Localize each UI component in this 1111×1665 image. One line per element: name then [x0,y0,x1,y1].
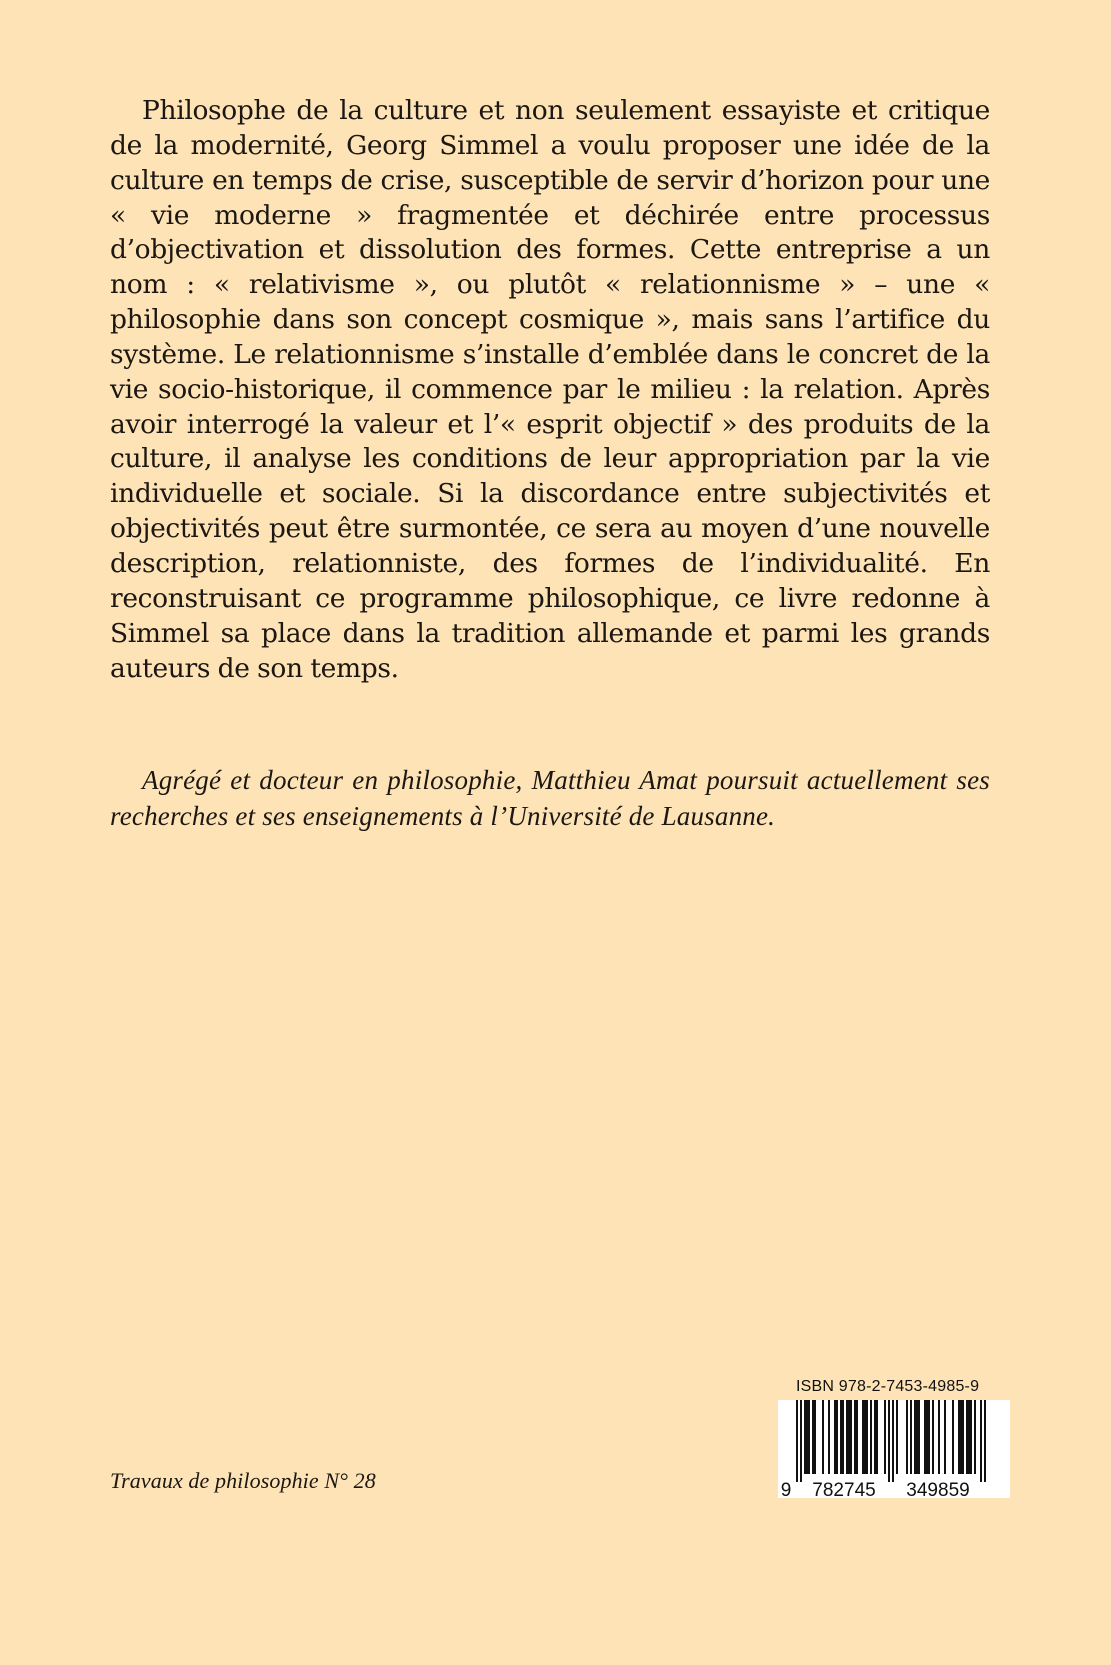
barcode-bar [928,1400,930,1474]
barcode-bar [814,1400,816,1474]
barcode-bar [974,1400,976,1474]
barcode-bar [822,1400,824,1474]
barcode-bar [938,1400,940,1474]
barcode-bar [856,1400,858,1474]
barcode-bar [944,1400,946,1474]
barcode-bar [968,1400,970,1474]
barcode-bar [926,1400,928,1474]
barcode-bar [916,1400,918,1474]
barcode-bar [876,1400,878,1474]
barcode-bar [888,1400,890,1482]
barcode-bar [804,1400,806,1474]
barcode-bar [884,1400,886,1474]
barcode-bar [866,1400,868,1474]
barcode-bar [870,1400,872,1474]
barcode-bar [842,1400,844,1474]
barcode-bar [958,1400,960,1474]
barcode-bar [874,1400,876,1474]
barcode-bar [800,1400,802,1482]
barcode-bar [984,1400,986,1482]
barcode-bar [966,1400,968,1474]
barcode-bar [952,1400,954,1474]
barcode-bar [906,1400,908,1474]
barcode-bar [932,1400,934,1474]
barcode-bar [924,1400,926,1474]
barcode-bar [970,1400,972,1474]
barcode-bar [806,1400,808,1474]
barcode-image [778,1400,1010,1498]
barcode-bar [828,1400,830,1474]
barcode-bar [840,1400,842,1474]
barcode-bar [846,1400,848,1474]
barcode-bar [834,1400,836,1474]
isbn-label: ISBN 978-2-7453-4985-9 [796,1378,980,1395]
barcode-bar [854,1400,856,1474]
author-bio: Agrégé et docteur en philosophie, Matthieu Amat poursuit actuellement ses recherches et ses enseignements à l’Université de Lausanne. [110,765,990,831]
barcode-bar [812,1400,814,1474]
barcode-bar [962,1400,964,1474]
barcode-bar [892,1400,894,1482]
barcode-bar [808,1400,810,1474]
barcode-bar [910,1400,912,1474]
barcode-bar [864,1400,866,1474]
barcode-bar [980,1400,982,1482]
barcode-digits: 349859 [906,1480,970,1498]
barcode-bar [848,1400,850,1474]
barcode-digits: 9 [780,1480,792,1498]
barcode-bar [896,1400,898,1474]
barcode-bar [914,1400,916,1474]
back-cover-description: Philosophe de la culture et non seulement essayiste et critique de la modernité, Georg Simmel a voulu proposer une idée de la culture en temps de crise, susceptible de servir d’horizon pour une « vie moderne » fragmentée et déchirée entre processus d’objectivation et dissolution des formes. Cette entreprise a un nom : « relativisme », ou plutôt « relationnisme » – une « philosophie dans son concept cosmique », mais sans l’artifice du système. Le relationnisme s’installe d’emblée dans le concret de la vie socio-historique, il commence par le milieu : la relation. Après avoir interrogé la valeur et l’« esprit objectif » des produits de la culture, il analyse les conditions de leur appropriation par la vie individuelle et sociale. Si la discordance entre subjectivités et objectivités peut être surmontée, ce sera au moyen d’une nouvelle description, relationniste, des formes de l’individualité. En reconstruisant ce programme philosophique, ce livre redonne à Simmel sa place dans la tradition allemande et parmi les grands auteurs de son temps. [110,95,990,684]
barcode-bar [836,1400,838,1474]
barcode-bar [918,1400,920,1474]
barcode-bar [796,1400,798,1482]
barcode-bar [960,1400,962,1474]
barcode-bar [850,1400,852,1474]
barcode-digits: 782745 [812,1480,876,1498]
barcode-bar [862,1400,864,1474]
series-label: Travaux de philosophie N° 28 [110,1468,376,1493]
